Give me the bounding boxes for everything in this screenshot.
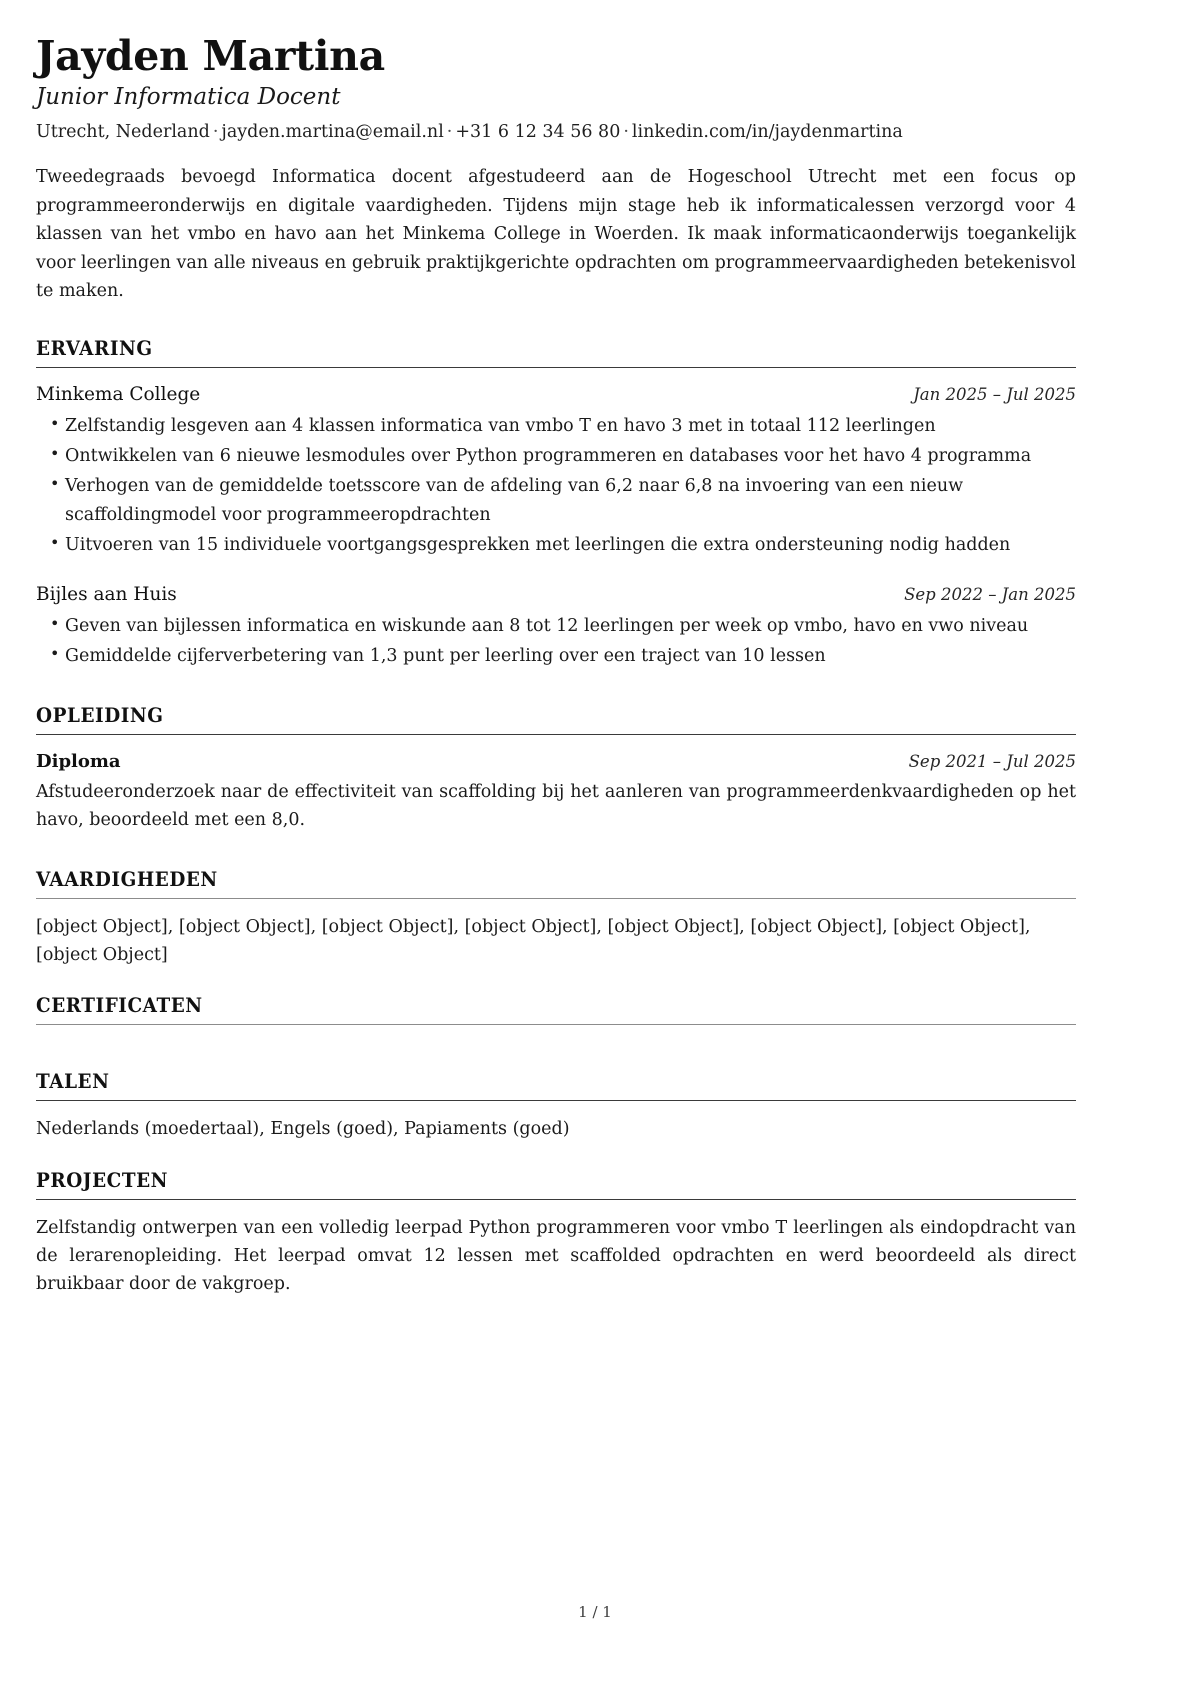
section-title-experience: ERVARING: [36, 335, 153, 360]
languages-list: Nederlands (moedertaal), Engels (goed), Papiaments (goed): [36, 1119, 570, 1140]
section-divider: [36, 1024, 1076, 1025]
profile-summary: Tweedegraads bevoegd Informatica docent afgestudeerd aan de Hogeschool Utrecht met een focus op programmeeronderwijs en digitale vaardigheden. Tijdens mijn stage heb ik informaticalessen verzorgd voor 4 klassen van het vmbo en havo aan het Minkema College in Woerden. Ik maak informaticaonderwijs toegankelijk voor leerlingen van alle niveaus en gebruik praktijkgerichte opdrachten om programmeervaardigheden betekenisvol te maken.: [36, 167, 1076, 302]
resume-content: [36, 34, 1076, 1299]
section-experience: [36, 336, 1076, 671]
skills-list: [object Object], [object Object], [object Object], [object Object], [object Object], [object Object], [object Object], [object Object]: [36, 916, 1031, 965]
section-divider: [36, 367, 1076, 368]
section-divider: [36, 898, 1076, 899]
entry-header: [36, 582, 1076, 609]
experience-entry: [36, 582, 1076, 671]
contact-email[interactable]: jayden.martina@email.nl: [221, 121, 444, 142]
section-title-projects: PROJECTEN: [36, 1167, 169, 1192]
page-footer: [0, 1603, 1190, 1621]
candidate-headline: Junior Informatica Docent: [36, 83, 341, 110]
contact-separator-icon: ·: [623, 121, 629, 142]
section-certificates: [36, 993, 1076, 1025]
section-projects: [36, 1168, 1076, 1299]
section-education: [36, 703, 1076, 835]
contact-linkedin[interactable]: linkedin.com/in/jaydenmartina: [631, 121, 903, 142]
section-skills: [36, 867, 1076, 970]
projects-description: Zelfstandig ontwerpen van een volledig leerpad Python programmeren voor vmbo T leerlingen als eindopdracht van de lerarenopleiding. Het leerpad omvat 12 lessen met scaffolded opdrachten en werd beoordeeld als direct bruikbaar door de vakgroep.: [36, 1217, 1076, 1295]
employment-date-range: Sep 2022 – Jan 2025: [904, 585, 1076, 605]
section-spacer: [36, 1150, 1076, 1168]
education-entry: [36, 749, 1076, 835]
education-date-range: Sep 2021 – Jul 2025: [908, 751, 1076, 771]
resume-header: [36, 34, 1076, 144]
entry-header: [36, 382, 1076, 409]
entry-header: [36, 749, 1076, 775]
list-item: • Gemiddelde cijferverbetering van 1,3 punt per leerling over een traject van 10 lessen: [36, 642, 1076, 670]
section-title-languages: TALEN: [36, 1069, 110, 1094]
section-spacer: [36, 1039, 1076, 1069]
employer-name: Minkema College: [36, 383, 201, 405]
section-divider: [36, 1199, 1076, 1200]
experience-entry: [36, 382, 1076, 560]
section-spacer: [36, 677, 1076, 703]
contact-phone[interactable]: +31 6 12 34 56 80: [455, 121, 621, 142]
list-item: • Geven van bijlessen informatica en wiskunde aan 8 tot 12 leerlingen per week op vmbo, havo en vwo niveau: [36, 612, 1076, 640]
section-title-education: OPLEIDING: [36, 702, 164, 727]
contact-line: [36, 121, 1076, 145]
section-languages: [36, 1069, 1076, 1143]
degree-name: Diploma: [36, 750, 121, 772]
employment-date-range: Jan 2025 – Jul 2025: [913, 384, 1076, 404]
list-item: • Verhogen van de gemiddelde toetsscore van de afdeling van 6,2 naar 6,8 na invoering van een nieuw scaffoldingmodel voor programmeeropdrachten: [36, 472, 1076, 529]
experience-bullet-list: [36, 612, 1076, 671]
contact-location: Utrecht, Nederland: [36, 121, 210, 142]
contact-separator-icon: ·: [212, 121, 219, 142]
candidate-name: Jayden Martina: [36, 32, 385, 80]
section-divider: [36, 1100, 1076, 1101]
page-indicator: 1 / 1: [578, 1603, 612, 1621]
list-item: • Ontwikkelen van 6 nieuwe lesmodules over Python programmeren en databases voor het havo 4 programma: [36, 442, 1076, 470]
entry-spacer: [36, 562, 1076, 582]
experience-bullet-list: [36, 412, 1076, 560]
list-item: • Uitvoeren van 15 individuele voortgangsgesprekken met leerlingen die extra ondersteuning nodig hadden: [36, 531, 1076, 559]
section-spacer: [36, 841, 1076, 867]
employer-name: Bijles aan Huis: [36, 584, 177, 606]
education-description: Afstudeeronderzoek naar de effectiviteit van scaffolding bij het aanleren van programmeerdenkvaardigheden op het havo, beoordeeld met een 8,0.: [36, 781, 1076, 831]
contact-separator-icon: ·: [446, 121, 453, 142]
section-divider: [36, 734, 1076, 735]
list-item: • Zelfstandig lesgeven aan 4 klassen informatica van vmbo T en havo 3 met in totaal 112 leerlingen: [36, 412, 1076, 440]
section-title-certificates: CERTIFICATEN: [36, 993, 203, 1018]
section-spacer: [36, 975, 1076, 993]
section-title-skills: VAARDIGHEDEN: [36, 866, 218, 891]
